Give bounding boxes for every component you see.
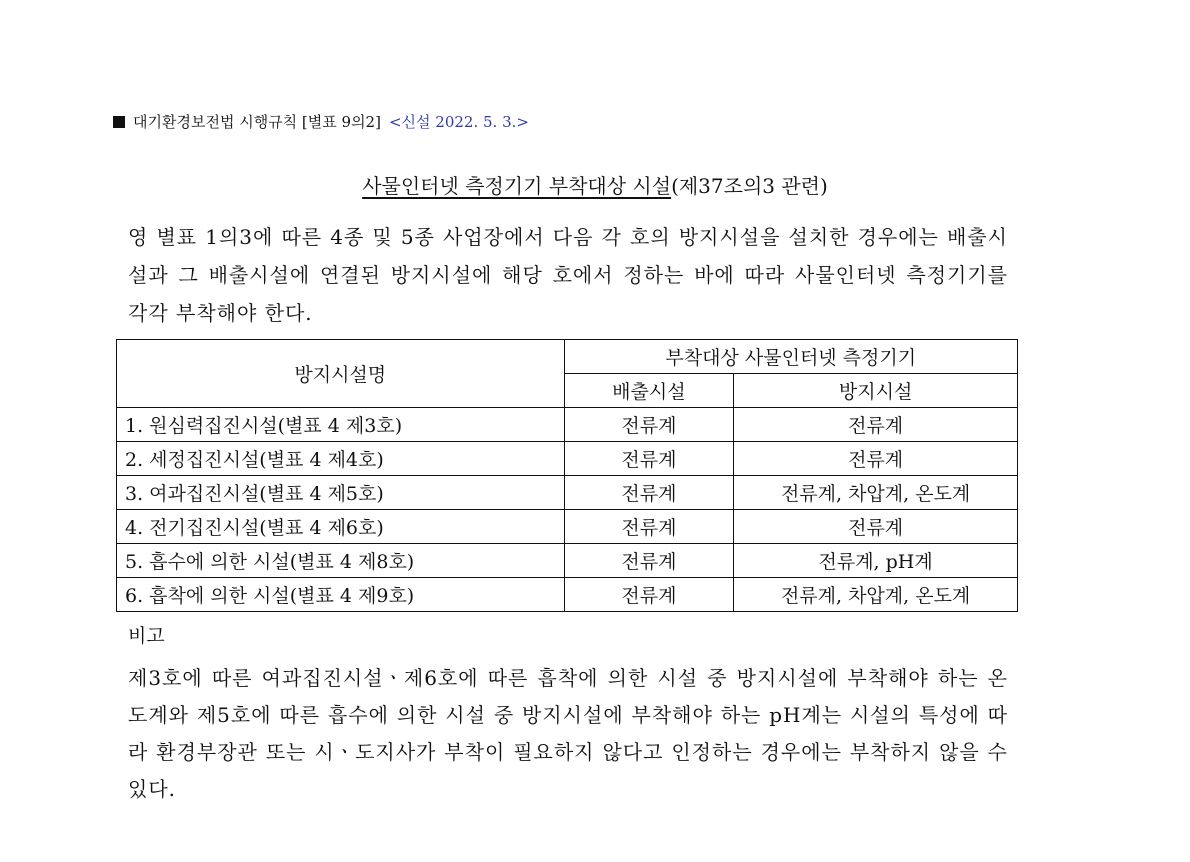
- square-bullet-icon: [113, 116, 125, 128]
- prevention-device-cell: 전류계, 차압계, 온도계: [734, 578, 1018, 612]
- note-label: 비고: [128, 625, 165, 647]
- header-facility-name: 방지시설명: [117, 340, 565, 408]
- facility-name-cell: 5. 흡수에 의한 시설(별표 4 제8호): [117, 544, 565, 578]
- facility-table: [116, 339, 1018, 612]
- title-main: 사물인터넷 측정기기 부착대상 시설: [362, 174, 672, 198]
- page-title: [0, 171, 1190, 201]
- prevention-device-cell: 전류계: [734, 408, 1018, 442]
- table-row: [117, 442, 1018, 476]
- revision-note: <신설 2022. 5. 3.>: [388, 113, 529, 131]
- table-row: [117, 476, 1018, 510]
- facility-name-cell: 2. 세정집진시설(별표 4 제4호): [117, 442, 565, 476]
- table-row: [117, 544, 1018, 578]
- facility-name-cell: 1. 원심력집진시설(별표 4 제3호): [117, 408, 565, 442]
- facility-name-cell: 6. 흡착에 의한 시설(별표 4 제9호): [117, 578, 565, 612]
- table-header-row: [117, 340, 1018, 374]
- emission-device-cell: 전류계: [564, 476, 734, 510]
- emission-device-cell: 전류계: [564, 544, 734, 578]
- table-row: [117, 578, 1018, 612]
- emission-device-cell: 전류계: [564, 408, 734, 442]
- prevention-device-cell: 전류계: [734, 442, 1018, 476]
- emission-device-cell: 전류계: [564, 442, 734, 476]
- facility-name-cell: 4. 전기집진시설(별표 4 제6호): [117, 510, 565, 544]
- prevention-device-cell: 전류계, pH계: [734, 544, 1018, 578]
- header-emission-facility: 배출시설: [564, 374, 734, 408]
- header-prevention-facility: 방지시설: [734, 374, 1018, 408]
- title-sub: (제37조의3 관련): [671, 174, 828, 198]
- intro-paragraph: 영 별표 1의3에 따른 4종 및 5종 사업장에서 다음 각 호의 방지시설을 설치한 경우에는 배출시설과 그 배출시설에 연결된 방지시설에 해당 호에서 정하는 바에 따라 사물인터넷 측정기기를 각각 부착해야 한다.: [128, 225, 1008, 325]
- header-device-group: 부착대상 사물인터넷 측정기기: [564, 340, 1017, 374]
- table-row: [117, 408, 1018, 442]
- document-header: [113, 111, 529, 133]
- prevention-device-cell: 전류계, 차압계, 온도계: [734, 476, 1018, 510]
- facility-name-cell: 3. 여과집진시설(별표 4 제5호): [117, 476, 565, 510]
- prevention-device-cell: 전류계: [734, 510, 1018, 544]
- law-label: 대기환경보전법 시행규칙 [별표 9의2]: [133, 113, 381, 131]
- table-row: [117, 510, 1018, 544]
- emission-device-cell: 전류계: [564, 510, 734, 544]
- note-paragraph: 제3호에 따른 여과집진시설ㆍ제6호에 따른 흡착에 의한 시설 중 방지시설에 부착해야 하는 온도계와 제5호에 따른 흡수에 의한 시설 중 방지시설에 부착해야 하는 pH계는 시설의 특성에 따라 환경부장관 또는 시ㆍ도지사가 부착이 필요하지 않다고 인정하는 경우에는 부착하지 않을 수 있다.: [128, 666, 1008, 801]
- emission-device-cell: 전류계: [564, 578, 734, 612]
